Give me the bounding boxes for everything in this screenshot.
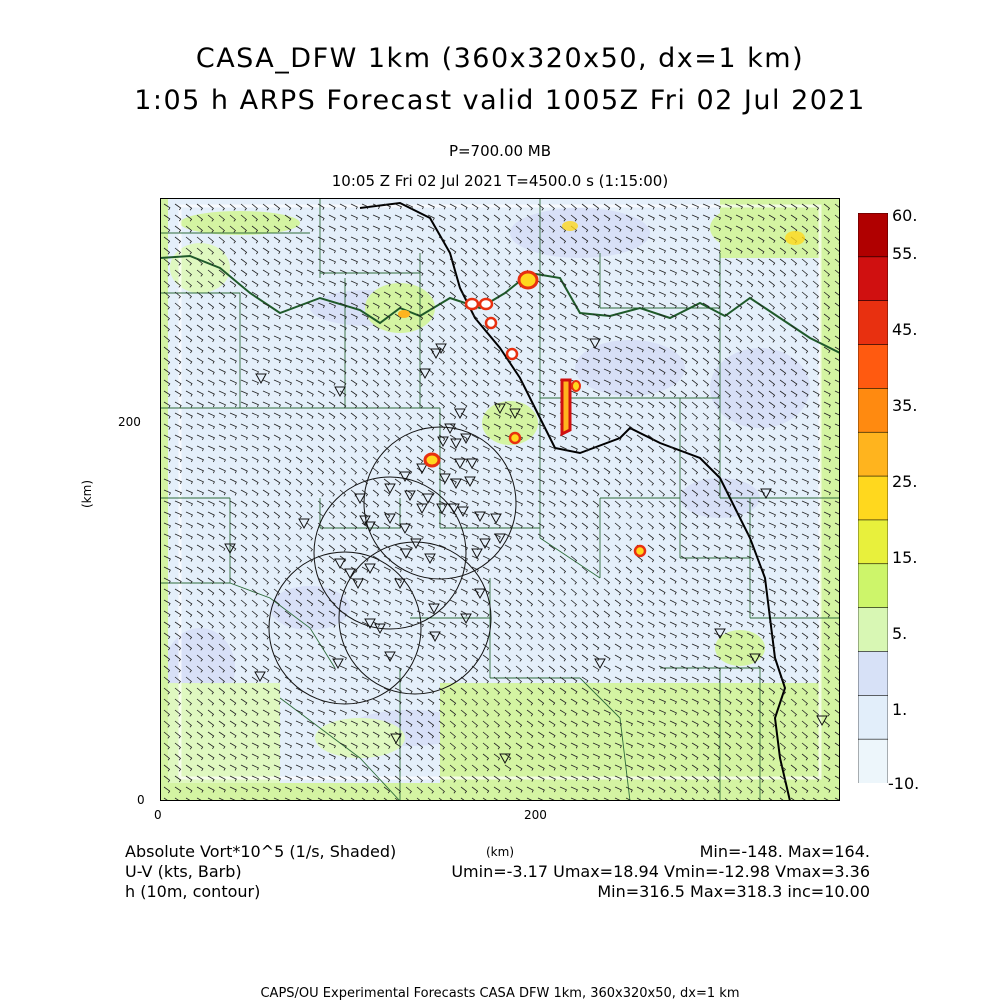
colorbar-segment <box>858 564 888 608</box>
colorbar-segment <box>858 432 888 476</box>
cbar-label-35: 35. <box>892 396 918 415</box>
field1-stats: Min=-148. Max=164. <box>699 842 870 861</box>
colorbar-segment <box>858 257 888 301</box>
cbar-label-45: 45. <box>892 320 918 339</box>
colorbar-segment <box>858 651 888 695</box>
colorbar-segment <box>858 345 888 389</box>
x-axis-label: (km) <box>486 845 515 859</box>
cbar-label-5: 5. <box>892 624 908 643</box>
title-line-1: CASA_DFW 1km (360x320x50, dx=1 km) <box>195 43 805 74</box>
credit-line: CAPS/OU Experimental Forecasts CASA DFW 1km, 360x320x50, dx=1 km <box>260 986 740 1001</box>
field2-stats: Umin=-3.17 Umax=18.94 Vmin=-12.98 Vmax=3.36 <box>451 862 870 881</box>
x-tick-200: 200 <box>524 808 547 822</box>
cbar-label-25: 25. <box>892 472 918 491</box>
colorbar-segment <box>858 301 888 345</box>
cbar-label-15: 15. <box>892 548 918 567</box>
colorbar <box>858 213 888 783</box>
field2-name: U-V (kts, Barb) <box>125 862 242 881</box>
y-tick-0: 0 <box>137 793 145 807</box>
pressure-level: P=700.00 MB <box>448 142 552 160</box>
valid-time: 10:05 Z Fri 02 Jul 2021 T=4500.0 s (1:15:00) <box>331 172 669 190</box>
cbar-label-1: 1. <box>892 700 908 719</box>
colorbar-segment <box>858 213 888 257</box>
colorbar-segment <box>858 476 888 520</box>
y-axis-label: (km) <box>80 479 94 508</box>
cbar-label-60: 60. <box>892 206 918 225</box>
colorbar-segment <box>858 520 888 564</box>
vorticity-map <box>160 198 840 801</box>
colorbar-segment <box>858 739 888 783</box>
title-line-2: 1:05 h ARPS Forecast valid 1005Z Fri 02 Jul 2021 <box>134 85 866 116</box>
cbar-label-minus10: -10. <box>888 774 920 793</box>
y-tick-200: 200 <box>118 415 141 429</box>
x-tick-0: 0 <box>154 808 162 822</box>
colorbar-segment <box>858 695 888 739</box>
cbar-label-55: 55. <box>892 244 918 263</box>
field3-name: h (10m, contour) <box>125 882 261 901</box>
field3-stats: Min=316.5 Max=318.3 inc=10.00 <box>597 882 870 901</box>
field1-name: Absolute Vort*10^5 (1/s, Shaded) <box>125 842 397 861</box>
colorbar-segment <box>858 608 888 652</box>
colorbar-segment <box>858 388 888 432</box>
